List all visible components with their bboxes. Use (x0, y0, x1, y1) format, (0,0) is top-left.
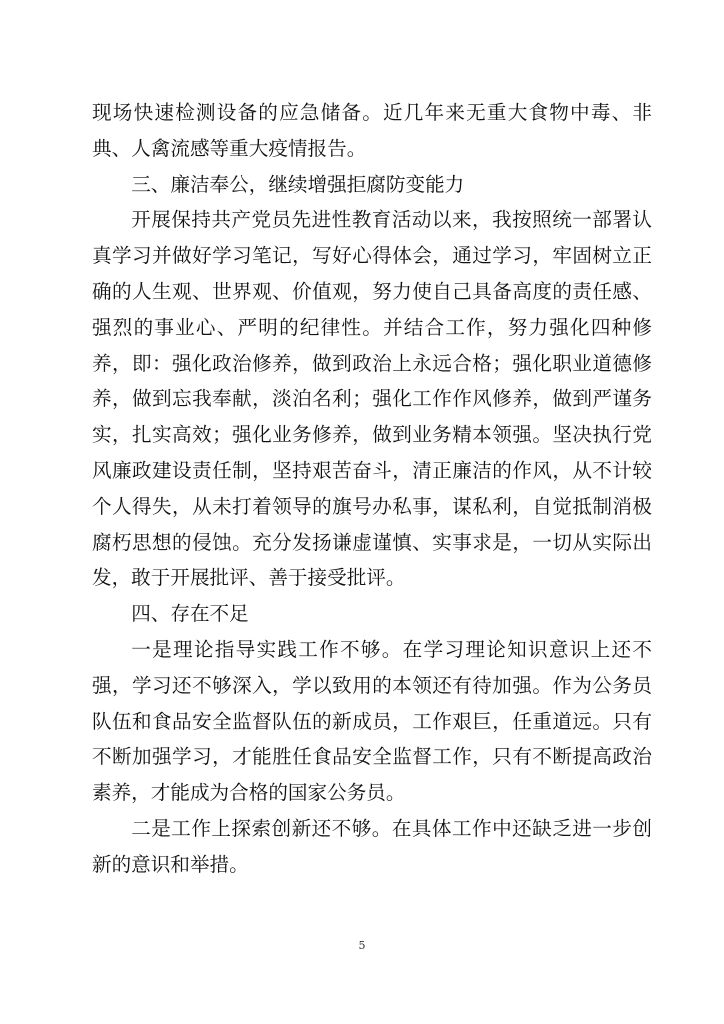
heading-section-three: 三、廉洁奉公，继续增强拒腐防变能力 (131, 172, 465, 196)
paragraph-shortcoming-two: 二是工作上探索创新还不够。在具体工作中还缺乏进一步创新的意识和举措。 (92, 816, 652, 876)
heading-section-four: 四、存在不足 (131, 602, 249, 626)
paragraph-shortcoming-one: 一是理论指导实践工作不够。在学习理论知识意识上还不强，学习还不够深入，学以致用的本领还有待加强。作为公务员队伍和食品安全监督队伍的新成员，工作艰巨，任重道远。只有不断加强学习，才能胜任食品安全监督工作，只有不断提高政治素养，才能成为合格的国家公务员。 (92, 637, 652, 805)
page-number: 5 (358, 939, 366, 952)
paragraph-integrity: 开展保持共产党员先进性教育活动以来，我按照统一部署认真学习并做好学习笔记，写好心得体会，通过学习，牢固树立正确的人生观、世界观、价值观，努力使自己具备高度的责任感、强烈的事业心、严明的纪律性。并结合工作，努力强化四种修养，即：强化政治修养，做到政治上永远合格；强化职业道德修养，做到忘我奉献，淡泊名利；强化工作作风修养，做到严谨务实，扎实高效；强化业务修养，做到业务精本领强。坚决执行党风廉政建设责任制，坚持艰苦奋斗，清正廉洁的作风，从不计较个人得失，从未打着领导的旗号办私事，谋私利，自觉抵制消极腐朽思想的侵蚀。充分发扬谦虚谨慎、实事求是，一切从实际出发，敢于开展批评、善于接受批评。 (92, 208, 652, 590)
document-body (92, 95, 652, 883)
paragraph-continued-emergency-reserve: 现场快速检测设备的应急储备。近几年来无重大食物中毒、非典、人禽流感等重大疫情报告。 (92, 101, 652, 160)
